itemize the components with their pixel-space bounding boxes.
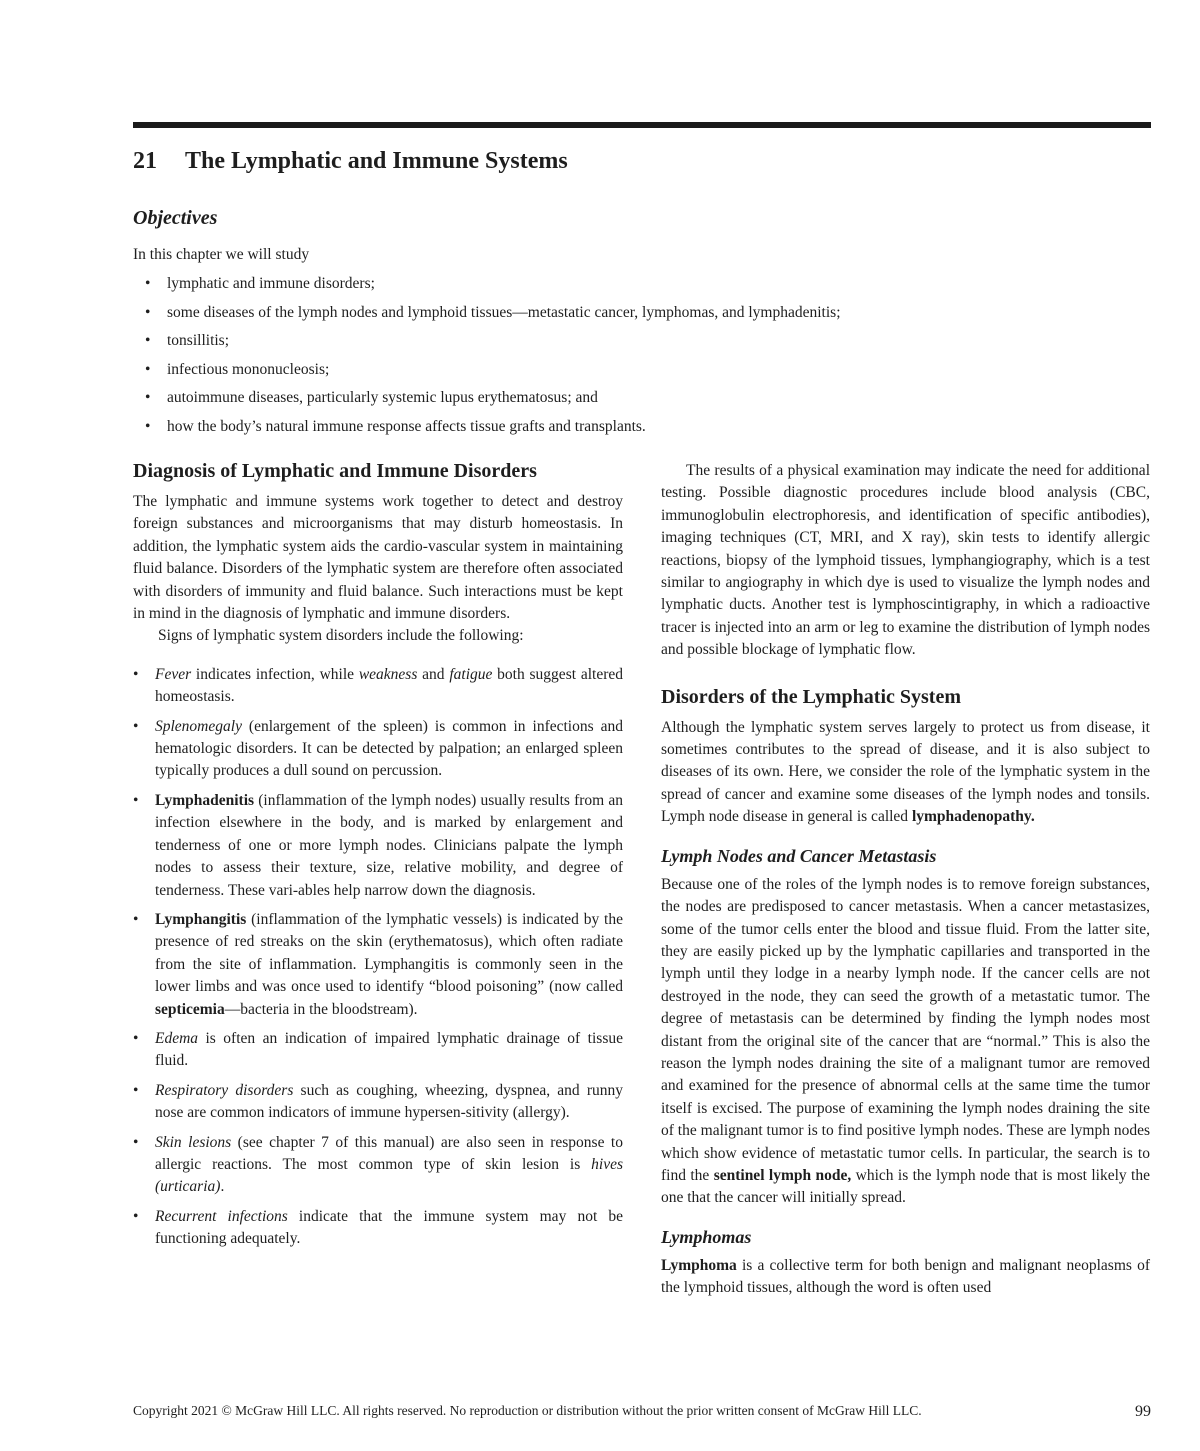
term: Respiratory disorders [155,1081,294,1099]
term: Skin lesions [155,1133,232,1151]
objectives-intro: In this chapter we will study [133,246,310,263]
chapter-number: 21 [133,148,157,174]
list-item: • some diseases of the lymph nodes and lymphoid tissues—metastatic cancer, lymphomas, and lymphadenitis; [145,303,841,332]
chapter-title-text: The Lymphatic and Immune Systems [185,148,568,174]
page-footer [133,1403,1151,1419]
term: Edema [155,1029,199,1047]
text: (inflammation of the lymphatic vessels) is indicated by the presence of red streaks on the skin (erythematosus), which often radiate from the site of inflammation. Lymphangitis is commonly seen in the lower limbs and was once used to identify “blood poisoning” (now called [155,910,623,996]
chapter-rule [133,122,1151,128]
chapter-title [133,148,568,175]
list-item [133,790,623,902]
text: which is the lymph node that is most likely the one that the cancer will initially spread. [661,1166,1150,1207]
term: lymphadenopathy. [911,808,1035,826]
paragraph [661,717,1150,829]
list-item: • autoimmune diseases, particularly systemic lupus erythematosus; and [145,388,841,417]
text: is a collective term for both benign and malignant neoplasms of the lymphoid tissues, although the word is often used [661,1256,1150,1297]
term: fatigue [449,665,493,683]
term: sentinel lymph node, [713,1166,852,1184]
left-column [133,458,623,1258]
signs-list [133,664,623,1251]
list-item [133,909,623,1021]
list-item [133,1132,623,1199]
paragraph [661,1255,1150,1300]
section-heading-disorders: Disorders of the Lymphatic System [661,685,961,708]
list-item [133,1080,623,1125]
list-item: • how the body’s natural immune response affects tissue grafts and transplants. [145,417,841,446]
list-item: • lymphatic and immune disorders; [145,274,841,303]
term: Lymphangitis [155,910,247,928]
term: Recurrent infections [155,1207,288,1225]
list-item: • tonsillitis; [145,331,841,360]
text: Although the lymphatic system serves largely to protect us from disease, it sometimes contributes to the spread of disease, and it is also subject to diseases of its own. Here, we consider the role of the lymphatic system in the spread of cancer and examine some diseases of the lymph nodes and tonsils. Lymph node disease in general is called [661,718,1150,826]
paragraph: The lymphatic and immune systems work together to detect and destroy foreign substances and microorganisms that may disturb homeostasis. In addition, the lymphatic system aids the cardio-vascular system in maintaining fluid balance. Disorders of the lymphatic system are therefore often associated with disorders of immunity and fluid balance. Such interactions must be kept in mind in the diagnosis of lymphatic and immune disorders. [133,493,623,623]
text: is often an indication of impaired lymphatic drainage of tissue fluid. [155,1029,623,1070]
term: Splenomegaly [155,717,242,735]
text: (enlargement of the spleen) is common in infections and hematologic disorders. It can be detected by palpation; an enlarged spleen typically produces a dull sound on percussion. [155,717,623,780]
paragraph: The results of a physical examination may indicate the need for additional testing. Possible diagnostic procedures include blood analysis (CBC, immunoglobulin electrophoresis, and identification of specific antibodies), imaging techniques (CT, MRI, and X ray), skin tests to identify allergic reactions, biopsy of the lymphoid tissues, lymphangiography, which is a test similar to angiography in which dye is used to visualize the lymph nodes and lymphatic ducts. Another test is lymphoscintigraphy, in which a radioactive tracer is injected into an arm or leg to examine the distribution of lymph nodes and possible blockage of lymphatic flow. [661,462,1150,659]
term: weakness [358,665,418,683]
list-item [133,1028,623,1073]
text: and [417,665,450,683]
right-column [661,460,1150,1300]
text: both suggest altered homeostasis. [155,665,623,706]
paragraph [661,874,1150,1210]
list-item [133,664,623,709]
objectives-list [145,274,841,446]
section-heading-diagnosis: Diagnosis of Lymphatic and Immune Disorders [133,460,537,482]
subsection-heading-metastasis: Lymph Nodes and Cancer Metastasis [661,845,937,866]
text: . [220,1178,225,1196]
list-item [133,1206,623,1251]
text: —bacteria in the bloodstream). [224,1000,418,1018]
term: Lymphoma [661,1256,737,1274]
term: hives (urticaria) [155,1155,623,1196]
subsection-heading-lymphomas: Lymphomas [661,1226,752,1247]
term: Lymphadenitis [155,791,255,809]
text: indicates infection, while [191,665,359,683]
text: (inflammation of the lymph nodes) usually results from an infection elsewhere in the body, and is marked by enlargement and tenderness of one or more lymph nodes. Clinicians palpate the lymph nodes to assess their texture, size, relative mobility, and degree of tenderness. These vari-ables help narrow down the diagnosis. [155,791,623,899]
text: indicate that the immune system may not be functioning adequately. [155,1207,623,1248]
page-number: 99 [1135,1403,1151,1420]
text: such as coughing, wheezing, dyspnea, and runny nose are common indicators of immune hypersen-sitivity (allergy). [155,1081,623,1122]
list-item [133,716,623,783]
text: (see chapter 7 of this manual) are also seen in response to allergic reactions. The most common type of skin lesion is [155,1133,623,1173]
copyright-text: Copyright 2021 © McGraw Hill LLC. All rights reserved. No reproduction or distribution without the prior written consent of McGraw Hill LLC. [133,1403,922,1418]
list-item: • infectious mononucleosis; [145,360,841,389]
paragraph: Signs of lymphatic system disorders include the following: [158,627,524,645]
text: Because one of the roles of the lymph nodes is to remove foreign substances, the nodes are predisposed to cancer metastasis. When a cancer metastasizes, some of the tumor cells enter the blood and tissue fluid. From the latter site, they are easily picked up by the lymphatic capillaries and transported in the lymph until they lodge in a nearby lymph node. If the cancer cells are not destroyed in the node, they can seed the growth of a metastatic tumor. The degree of metastasis can be determined by finding the lymph nodes most distant from the original site of the cancer that are “normal.” This is also the reason the lymph nodes draining the site of a malignant tumor are removed and examined for the presence of abnormal cells at the same time the tumor itself is excised. The purpose of examining the lymph nodes draining the site of the malignant tumor is to find positive lymph nodes. These are lymph nodes which show evidence of metastatic tumor cells. In particular, the search is to find the [661,875,1150,1184]
term: septicemia [155,1000,225,1018]
term: Fever [155,665,192,683]
objectives-heading: Objectives [133,207,218,229]
